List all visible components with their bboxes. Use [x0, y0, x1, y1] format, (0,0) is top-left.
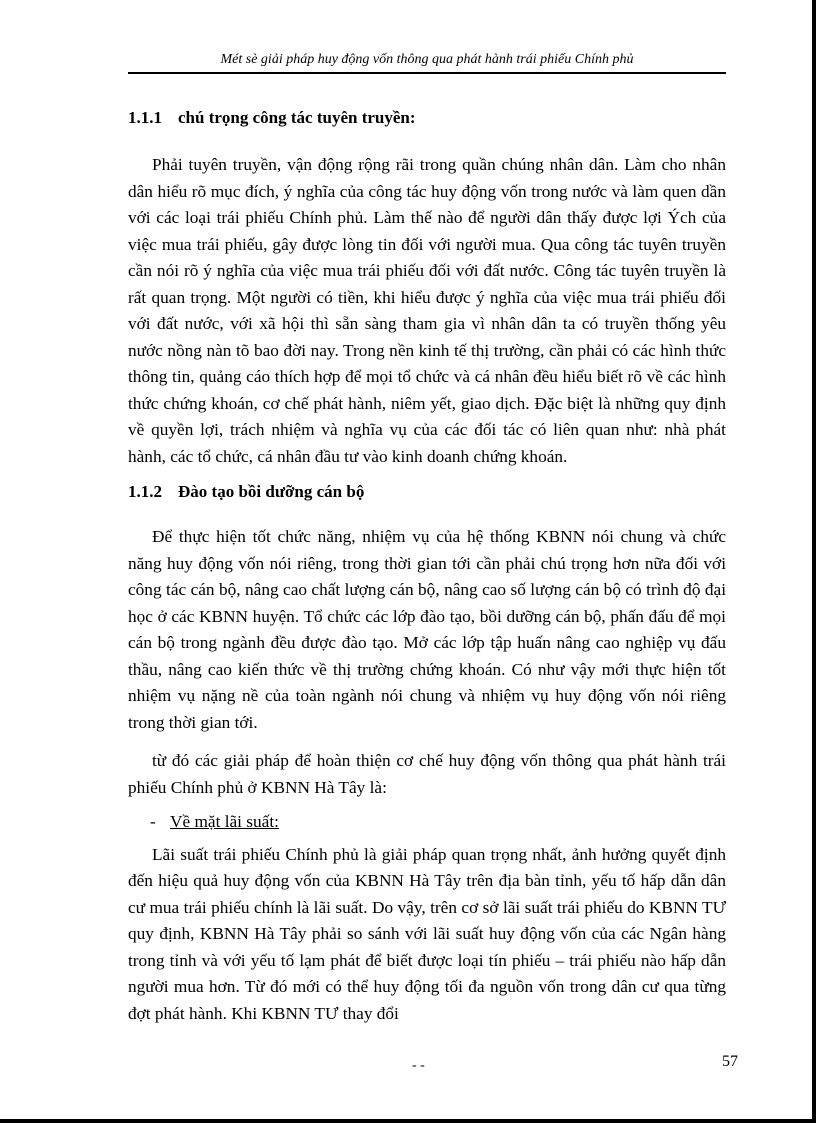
section-title: chú trọng công tác tuyên truyền: — [178, 108, 416, 127]
section-number: 1.1.2 — [128, 482, 162, 501]
bullet-interest-rate — [150, 809, 726, 836]
page-content — [128, 100, 726, 1027]
section-number: 1.1.1 — [128, 108, 162, 127]
section-title: Đào tạo bồi dưỡng cán bộ — [178, 482, 365, 501]
footer-dashes: - - — [412, 1058, 425, 1073]
bullet-text: Về mặt lãi suất: — [170, 812, 279, 831]
paragraph-propaganda: Phải tuyên truyền, vận động rộng rãi trong quần chúng nhân dân. Làm cho nhân dân hiểu rõ mục đích, ý nghĩa của công tác huy động vốn trong nước và làm quen dần với các loại trái phiếu Chính phủ. Làm thế nào để người dân thấy được lợi Ých của việc mua trái phiếu, gây được lòng tin đối với người mua. Qua công tác tuyên truyền cần nói rõ ý nghĩa của việc mua trái phiếu đối với đất nước. Công tác tuyên truyền là rất quan trọng. Một người có tiền, khi hiểu được ý nghĩa của việc mua trái phiếu đối với đất nước, với xã hội thì sẵn sàng tham gia vì nhân dân ta có truyền thống yêu nước nồng nàn tõ bao đời nay. Trong nền kinh tế thị trường, cần phải có các hình thức thông tin, quảng cáo thích hợp để mọi tổ chức và cá nhân đều hiểu biết rõ về các hình thức chứng khoán, cơ chế phát hành, niêm yết, giao dịch. Đặc biệt là những quy định về quyền lợi, trách nhiệm và nghĩa vụ của các đối tác có liên quan như: nhà phát hành, các tổ chức, cá nhân đầu tư vào kinh doanh chứng khoán. — [128, 155, 726, 466]
paragraph-interest-rate: Lãi suất trái phiếu Chính phủ là giải pháp quan trọng nhất, ảnh hưởng quyết định đến hiệu quả huy động vốn của KBNN Hà Tây trên địa bàn tỉnh, yếu tố hấp dẫn dân cư mua trái phiếu chính là lãi suất. Do vậy, trên cơ sở lãi suất trái phiếu do KBNN TƯ quy định, KBNN Hà Tây phải so sánh với lãi suất huy động vốn của các Ngân hàng trong tỉnh và với yếu tố lạm phát để biết được loại tín phiếu – trái phiếu nào hấp dẫn người mua hơn. Từ đó mới có thể huy động tối đa nguồn vốn trong dân cư qua từng đợt phát hành. Khi KBNN TƯ thay đổi — [128, 844, 726, 1023]
section-heading-1-1-1 — [128, 106, 726, 130]
running-header: Mét sè giải pháp huy động vốn thông qua phát hành trái phiếu Chính phủ — [220, 52, 634, 67]
paragraph-solutions-intro: từ đó các giải pháp để hoàn thiện cơ chế huy động vốn thông qua phát hành trái phiếu Chính phủ ở KBNN Hà Tây là: — [128, 751, 726, 797]
paragraph-training: Để thực hiện tốt chức năng, nhiệm vụ của hệ thống KBNN nói chung và chức năng huy động vốn nói riêng, trong thời gian tới cần phải chú trọng hơn nữa đối với công tác cán bộ, nâng cao chất lượng cán bộ, nâng cao số lượng cán bộ có trình độ đại học ở các KBNN huyện. Tổ chức các lớp đào tạo, bồi dưỡng cán bộ, phấn đấu để mọi cán bộ trong ngành đều được đào tạo. Mở các lớp tập huấn nâng cao nghiệp vụ đấu thầu, nâng cao kiến thức về thị trường chứng khoán. Có như vậy mới thực hiện tốt nhiệm vụ nặng nề của toàn ngành nói chung và nhiệm vụ huy động vốn nói riêng trong thời gian tới. — [128, 527, 726, 732]
bullet-dash: - — [150, 812, 156, 831]
page-number: 57 — [722, 1053, 738, 1070]
header-rule — [128, 72, 726, 74]
section-heading-1-1-2 — [128, 480, 726, 504]
page-border-bottom — [0, 1119, 816, 1123]
page-border-right — [812, 0, 816, 1123]
